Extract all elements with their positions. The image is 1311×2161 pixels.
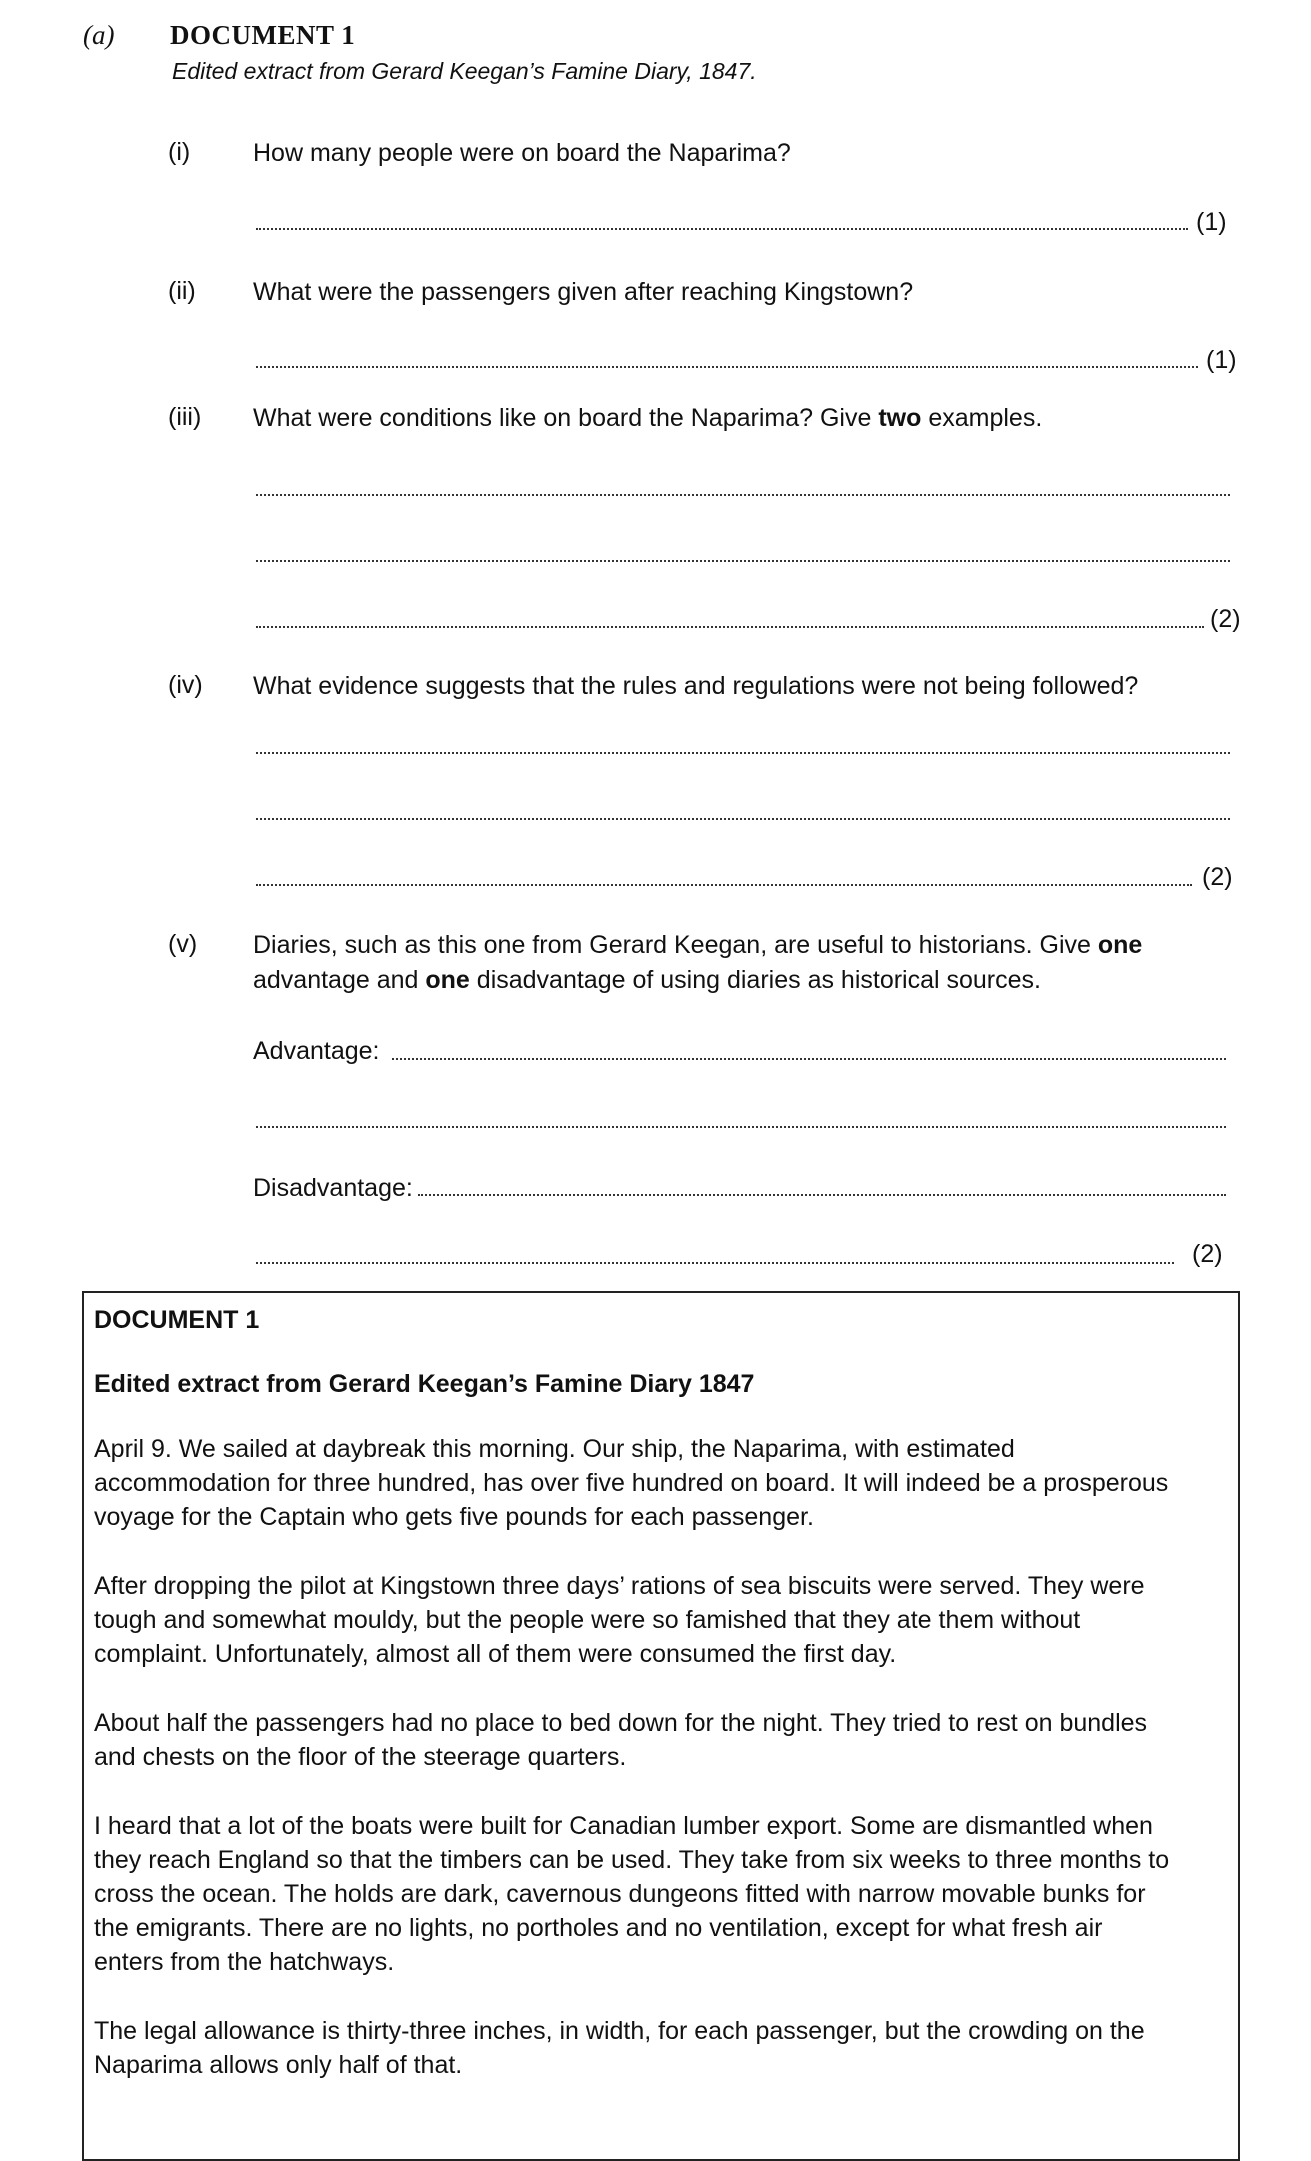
answer-line[interactable] xyxy=(256,884,1192,886)
diary-paragraph: The legal allowance is thirty-three inches, in width, for each passenger, but the crowding on the Naparima allows only half of that. xyxy=(94,2017,1145,2079)
marks-label: (2) xyxy=(1192,1240,1223,1268)
question-text: Diaries, such as this one from Gerard Keegan, are useful to historians. Give one advantage and one disadvantage of using diaries as historical sources. xyxy=(253,931,1143,994)
diary-paragraph: About half the passengers had no place to bed down for the night. They tried to rest on bundles and chests on the floor of the steerage quarters. xyxy=(94,1709,1148,1771)
diary-paragraph: After dropping the pilot at Kingstown three days’ rations of sea biscuits were served. They were tough and somewhat mouldy, but the people were so famished that they ate them without complaint. Unfortunately, almost all of them were consumed the first day. xyxy=(94,1572,1145,1668)
answer-line[interactable] xyxy=(256,560,1230,562)
document-heading: DOCUMENT 1 xyxy=(170,20,356,50)
document-subtitle: Edited extract from Gerard Keegan’s Famine Diary, 1847. xyxy=(172,58,757,84)
answer-line[interactable] xyxy=(256,752,1230,754)
answer-line[interactable] xyxy=(256,818,1230,820)
box-title: DOCUMENT 1 xyxy=(94,1306,260,1334)
question-number: (v) xyxy=(168,930,198,958)
disadvantage-label: Disadvantage: xyxy=(253,1174,413,1202)
part-label: (a) xyxy=(83,20,115,50)
marks-label: (2) xyxy=(1202,863,1233,891)
question-number: (ii) xyxy=(168,277,196,305)
marks-label: (1) xyxy=(1196,208,1227,236)
marks-label: (1) xyxy=(1206,346,1237,374)
answer-line[interactable] xyxy=(256,1126,1226,1128)
answer-line[interactable] xyxy=(256,494,1230,496)
question-number: (i) xyxy=(168,138,191,166)
diary-paragraph: April 9. We sailed at daybreak this morning. Our ship, the Naparima, with estimated accommodation for three hundred, has over five hundred on board. It will indeed be a prosperous voyage for the Captain who gets five pounds for each passenger. xyxy=(94,1435,1169,1531)
answer-line[interactable] xyxy=(256,1262,1174,1264)
answer-line[interactable] xyxy=(256,366,1198,368)
question-text: How many people were on board the Naparima? xyxy=(253,139,791,167)
question-text: What were the passengers given after reaching Kingstown? xyxy=(253,278,914,306)
document-box xyxy=(82,1291,1240,2161)
marks-label: (2) xyxy=(1210,605,1241,633)
disadvantage-answer-line[interactable] xyxy=(418,1194,1226,1196)
answer-line[interactable] xyxy=(256,626,1204,628)
box-subtitle: Edited extract from Gerard Keegan’s Famine Diary 1847 xyxy=(94,1370,755,1398)
advantage-label: Advantage: xyxy=(253,1037,380,1065)
question-text: What were conditions like on board the Naparima? Give two examples. xyxy=(253,404,1043,432)
advantage-answer-line[interactable] xyxy=(392,1058,1226,1060)
question-number: (iii) xyxy=(168,403,202,431)
question-text: What evidence suggests that the rules and regulations were not being followed? xyxy=(253,672,1139,700)
diary-paragraph: I heard that a lot of the boats were built for Canadian lumber export. Some are dismantled when they reach England so that the timbers can be used. They take from six weeks to three months to cross the ocean. The holds are dark, cavernous dungeons fitted with narrow movable bunks for the emigrants. There are no lights, no portholes and no ventilation, except for what fresh air enters from the hatchways. xyxy=(94,1812,1170,1976)
answer-line[interactable] xyxy=(256,228,1188,230)
question-number: (iv) xyxy=(168,671,203,699)
